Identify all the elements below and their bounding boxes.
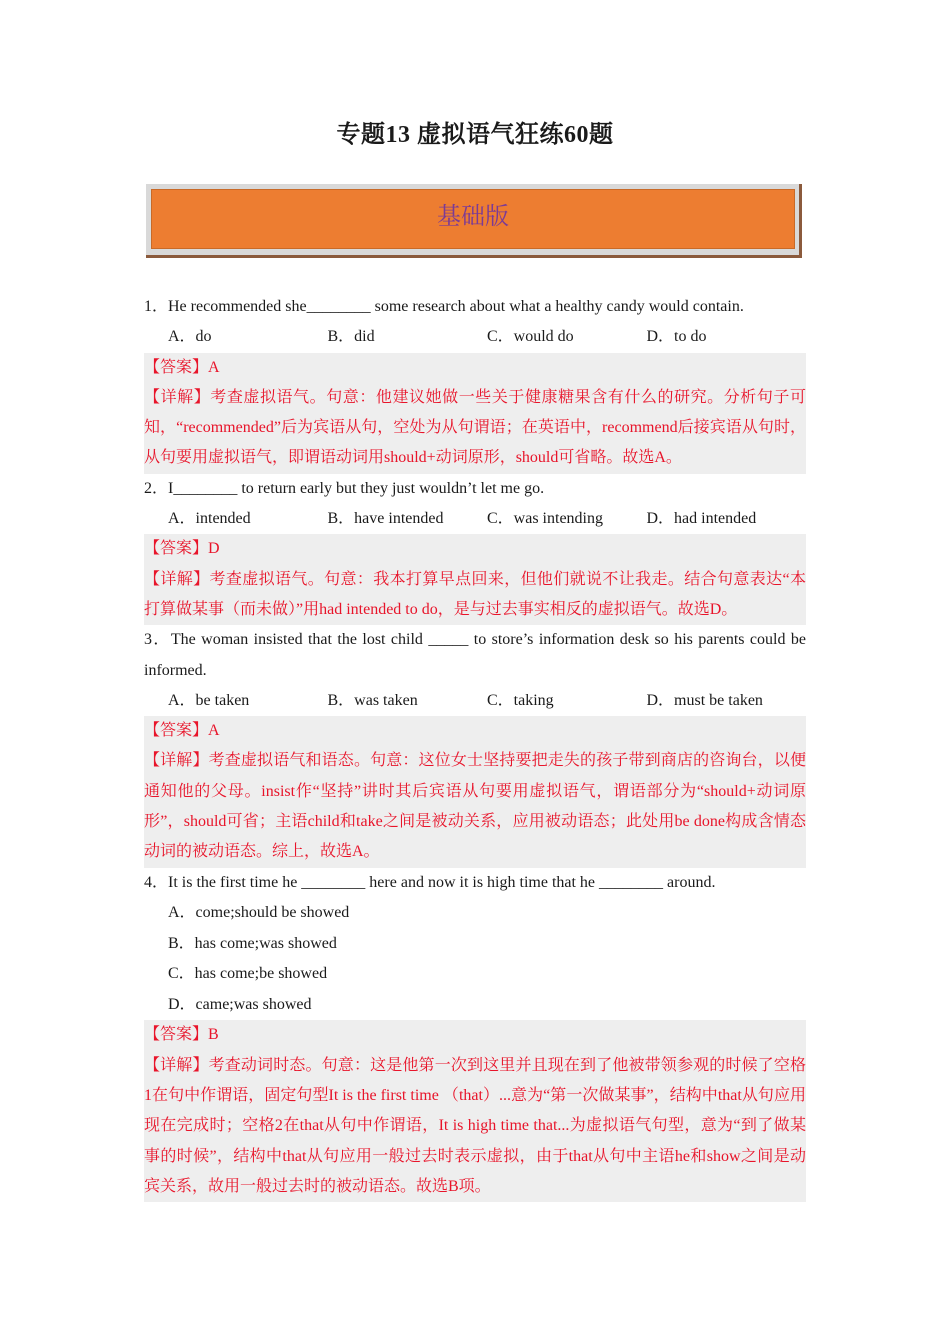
option: A．intended: [168, 510, 251, 528]
option-row: [144, 322, 806, 352]
answer-detail: 【详解】考查虚拟语气和语态。句意：这位女士坚持要把走失的孩子带到商店的咨询台，以便通知他的父母。insist作“坚持”讲时其后宾语从句要用虚拟语气，谓语部分为“should+动词原形”，should可省；主语child和take之间是被动关系，应用被动语态；此处用be done构成含情态动词的被动语态。综上，故选A。: [144, 752, 806, 861]
question-stem: 3．The woman insisted that the lost child _____ to store’s information desk so his parents could be informed.: [144, 631, 806, 679]
option: C．was intending: [487, 510, 603, 528]
answer-label: 【答案】D: [144, 540, 220, 558]
answer-block: [144, 716, 806, 867]
section-banner: [146, 184, 802, 258]
option: B．have intended: [327, 510, 444, 528]
option: C．taking: [487, 691, 554, 709]
banner-box: [151, 189, 795, 249]
option: D．came;was showed: [168, 995, 312, 1013]
option: A．be taken: [168, 691, 250, 709]
question-list: [144, 292, 806, 1202]
option: D．had intended: [646, 510, 757, 528]
answer-block: [144, 353, 806, 474]
option: C．has come;be showed: [168, 965, 328, 983]
question-stem: 4．It is the first time he ________ here and now it is high time that he ________ around.: [144, 873, 716, 891]
option-column: [144, 898, 806, 1020]
answer-label: 【答案】A: [144, 722, 220, 740]
answer-detail: 【详解】考查虚拟语气。句意：我本打算早点回来，但他们就说不让我走。结合句意表达“本打算做某事（而未做）”用had intended to do，是与过去事实相反的虚拟语气。故选D。: [144, 570, 806, 618]
answer-detail: 【详解】考查虚拟语气。句意：他建议她做一些关于健康糖果含有什么的研究。分析句子可知，“recommended”后为宾语从句，空处为从句谓语；在英语中，recommend后接宾语从句时，从句要用虚拟语气，即谓语动词用should+动词原形，should可省略。故选A。: [144, 388, 806, 467]
option: D．to do: [646, 328, 707, 346]
option: D．must be taken: [646, 691, 763, 709]
page-title: 专题13 虚拟语气狂练60题: [336, 122, 614, 148]
option: B．did: [327, 328, 375, 346]
banner-label: 基础版: [437, 203, 509, 230]
option-row: [144, 504, 806, 534]
option: A．come;should be showed: [168, 903, 350, 921]
answer-block: [144, 534, 806, 625]
question-stem: 2．I________ to return early but they just wouldn’t let me go.: [144, 479, 545, 497]
answer-label: 【答案】A: [144, 358, 220, 376]
answer-label: 【答案】B: [144, 1026, 219, 1044]
option-row: [144, 686, 806, 716]
option: B．was taken: [327, 691, 418, 709]
answer-detail: 【详解】考查动词时态。句意：这是他第一次到这里并且现在到了他被带领参观的时候了空格1在句中作谓语，固定句型It is the first time （that）...意为“第一次做某事”，结构中that从句应用现在完成时；空格2在that从句中作谓语，It is high time that...为虚拟语气句型，意为“到了做某事的时候”，结构中that从句应用一般过去时表示虚拟，由于that从句中主语he和show之间是动宾关系，故用一般过去时的被动语态。故选B项。: [144, 1056, 806, 1195]
option: A．do: [168, 328, 212, 346]
question-stem: 1．He recommended she________ some research about what a healthy candy would contain.: [144, 298, 744, 315]
option: C．would do: [487, 328, 574, 346]
option: B．has come;was showed: [168, 934, 337, 952]
answer-block: [144, 1020, 806, 1202]
